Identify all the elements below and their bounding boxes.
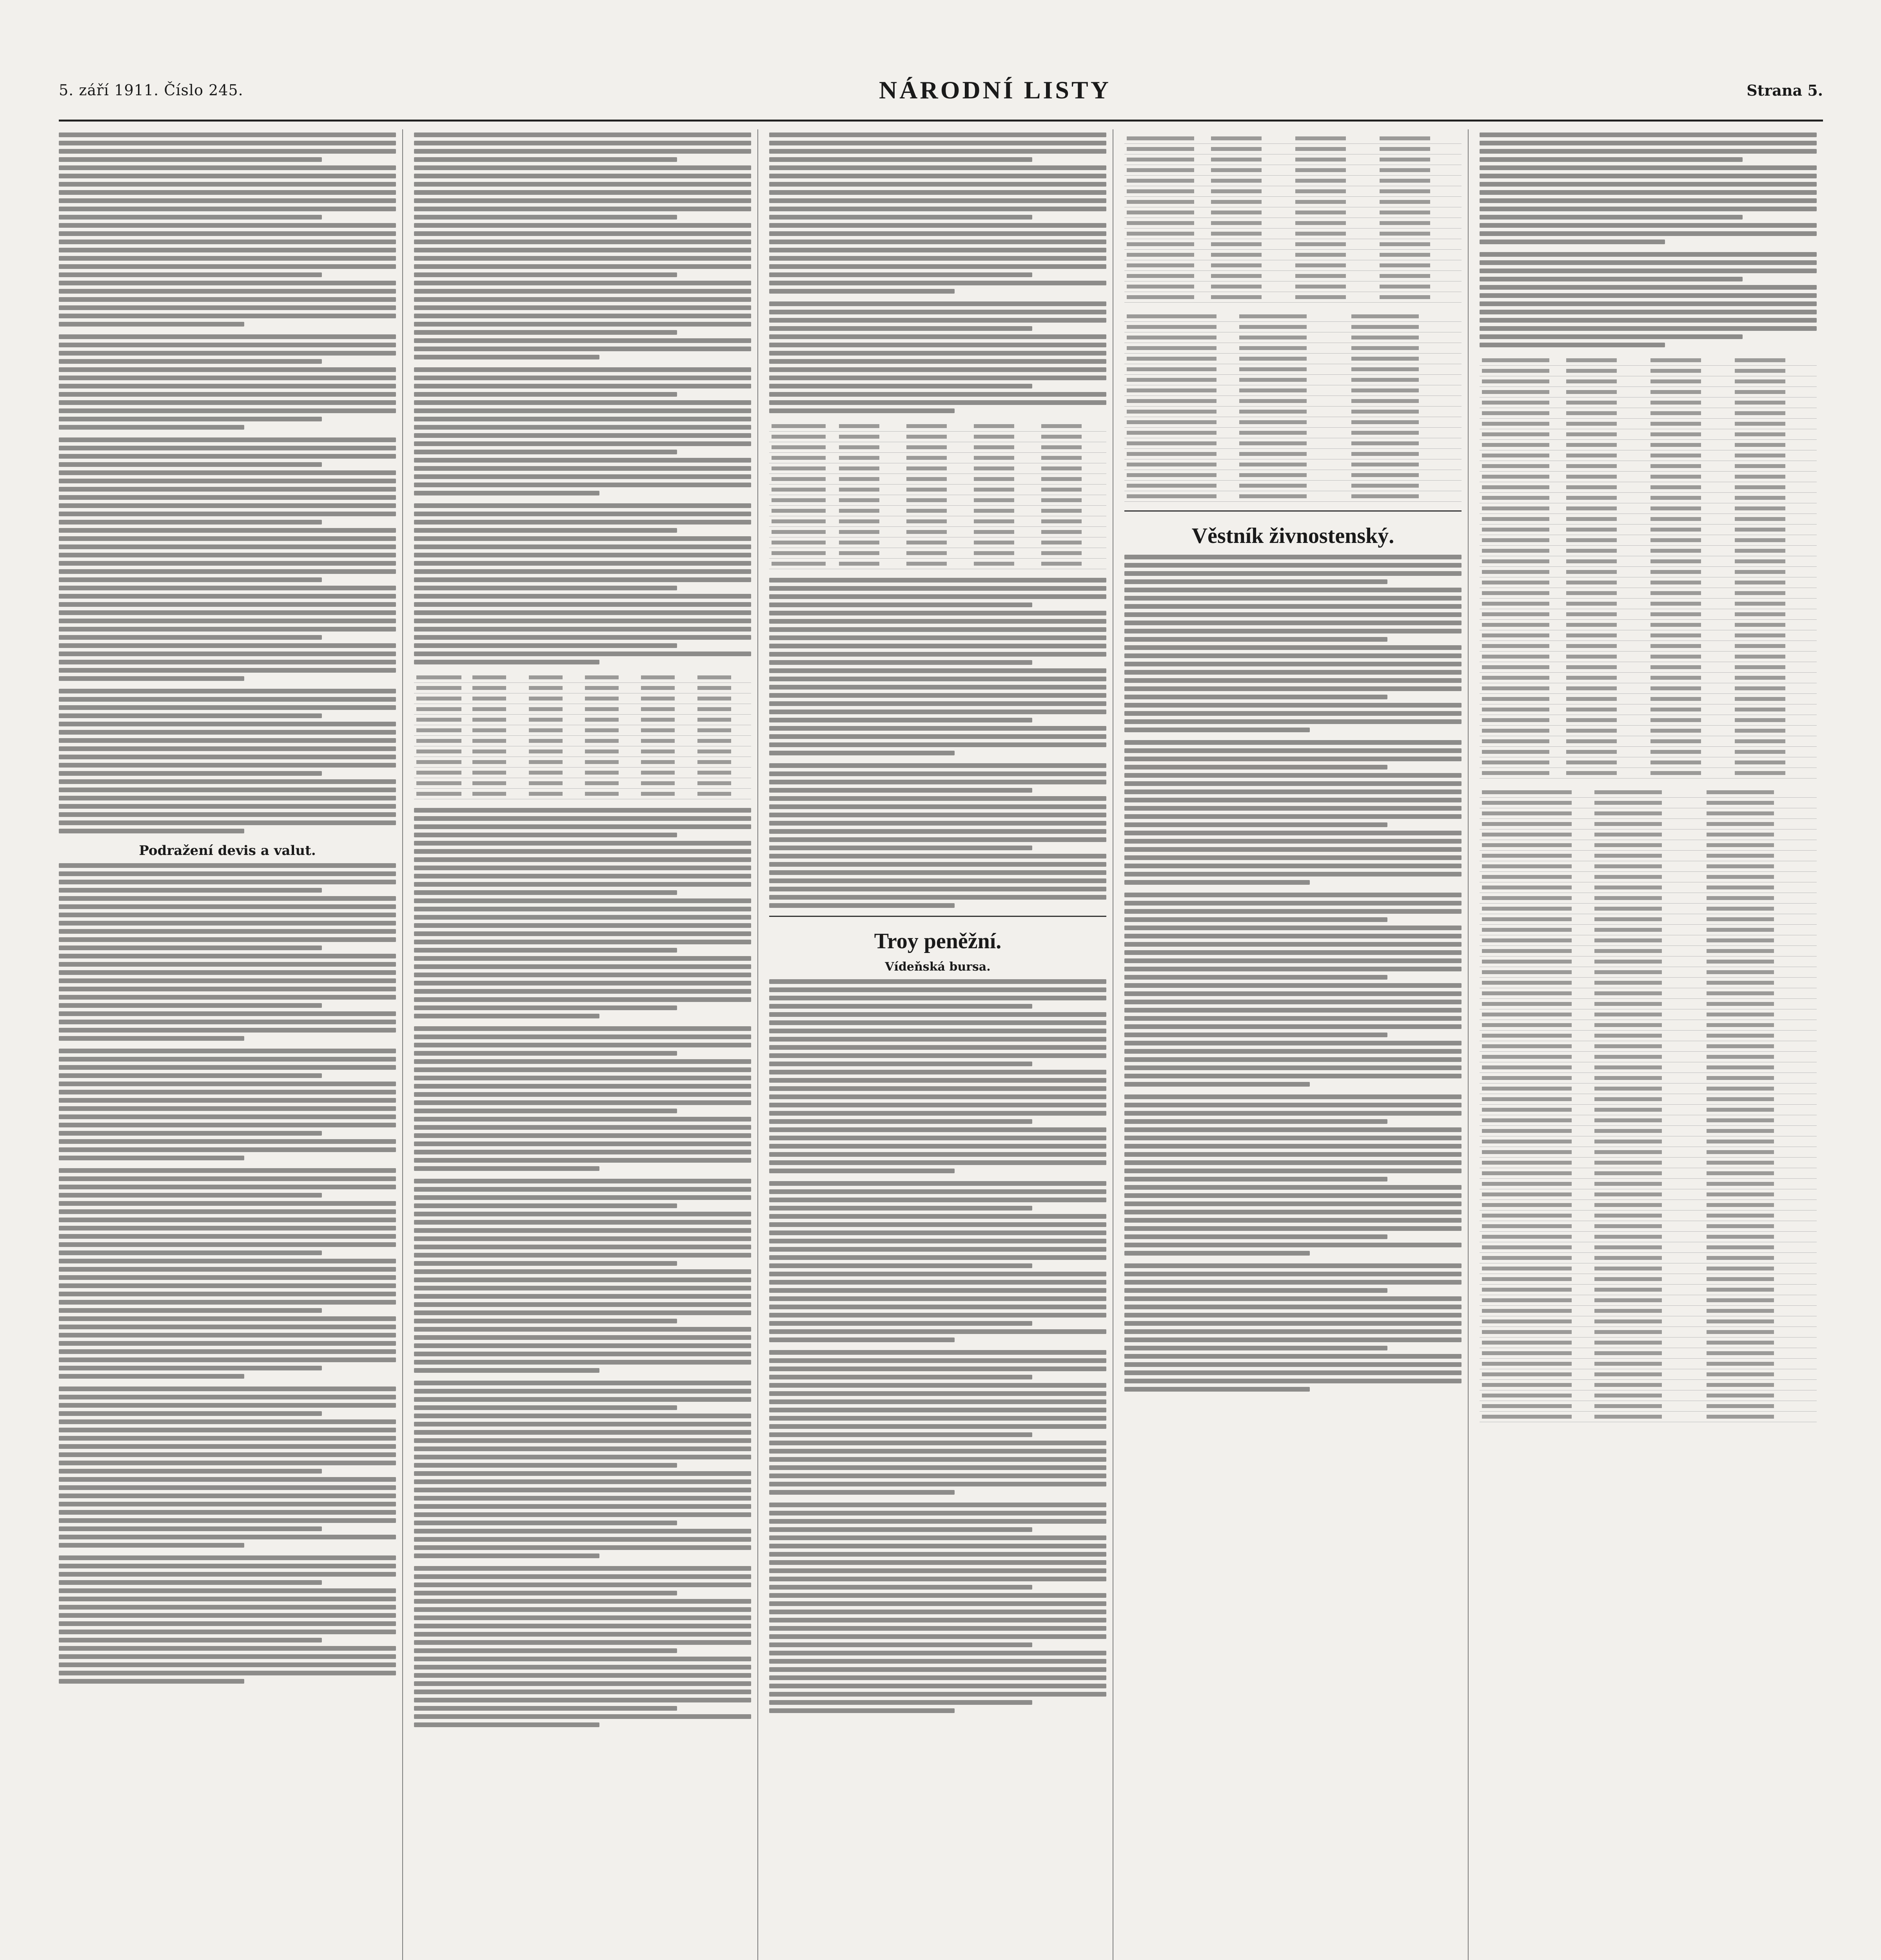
table-row (769, 506, 1106, 516)
table-row (1480, 1115, 1817, 1126)
table-row (414, 768, 751, 778)
table-row (1480, 1168, 1817, 1179)
table-row (1480, 904, 1817, 914)
table-row (414, 672, 751, 683)
table-row (1480, 819, 1817, 829)
text-paragraph (769, 763, 1106, 908)
table-row (1480, 787, 1817, 798)
table-row (1480, 1083, 1817, 1094)
text-paragraph (769, 1503, 1106, 1713)
table-row (1124, 354, 1462, 364)
table-row (1480, 1369, 1817, 1380)
table-row (1480, 1306, 1817, 1316)
table-row (1480, 620, 1817, 630)
table-row (1480, 662, 1817, 673)
table-row (1480, 1210, 1817, 1221)
table-row (1124, 229, 1462, 239)
table-row (1480, 829, 1817, 840)
table-row (1480, 925, 1817, 935)
text-paragraph (769, 301, 1106, 413)
column-4 (1124, 129, 1469, 1960)
table-row (1480, 503, 1817, 514)
text-paragraph (1124, 555, 1462, 732)
table-row (1480, 1221, 1817, 1232)
table-row (1124, 176, 1462, 186)
table-row (1480, 914, 1817, 925)
table-row (1480, 683, 1817, 694)
table-row (1480, 376, 1817, 387)
table-row (414, 778, 751, 789)
table-row (1124, 207, 1462, 218)
text-paragraph (59, 334, 396, 430)
table-row (1480, 946, 1817, 956)
page-number: Strana 5. (1747, 81, 1823, 99)
table-row (1124, 133, 1462, 144)
trade-bulletin-heading: Věstník živnostenský. (1191, 524, 1394, 548)
table-row (769, 421, 1106, 432)
section-divider (1124, 510, 1462, 512)
text-paragraph (769, 1181, 1106, 1342)
table-row (1480, 893, 1817, 904)
table-row (1124, 385, 1462, 396)
table-row (1480, 840, 1817, 851)
table-row (1480, 978, 1817, 988)
columns (59, 129, 1823, 1960)
table-row (1480, 461, 1817, 472)
text-paragraph (59, 863, 396, 1041)
table-row (1480, 1232, 1817, 1242)
table-row (1124, 165, 1462, 176)
table-row (1480, 355, 1817, 366)
table-row (1480, 988, 1817, 999)
table-row (1480, 440, 1817, 450)
text-paragraph (1124, 1263, 1462, 1392)
table-row (414, 725, 751, 736)
statistics-table (769, 421, 1106, 569)
table-row (1480, 1136, 1817, 1147)
text-paragraph (414, 503, 751, 664)
table-row (1124, 197, 1462, 207)
table-row (1480, 1009, 1817, 1020)
table-row (1480, 747, 1817, 757)
table-row (1480, 1348, 1817, 1359)
table-row (1124, 260, 1462, 271)
text-paragraph (414, 1566, 751, 1727)
text-paragraph (1480, 132, 1817, 244)
section-divider (769, 916, 1106, 917)
text-paragraph (414, 808, 751, 1018)
table-row (1480, 599, 1817, 609)
vienna-bourse-heading: Vídeňská bursa. (885, 960, 991, 974)
table-row (1480, 1242, 1817, 1253)
table-row (769, 548, 1106, 559)
table-row (1480, 1147, 1817, 1158)
table-row (1480, 967, 1817, 978)
text-paragraph (59, 437, 396, 681)
table-row (1124, 407, 1462, 417)
securities-table (1480, 787, 1817, 1422)
newspaper-page (59, 51, 1823, 1960)
table-row (414, 736, 751, 746)
text-paragraph (59, 1387, 396, 1548)
table-row (1124, 375, 1462, 385)
text-paragraph (59, 1555, 396, 1684)
table-row (769, 495, 1106, 506)
table-row (1480, 1253, 1817, 1263)
table-row (1480, 472, 1817, 482)
table-row (414, 693, 751, 704)
table-row (1480, 1295, 1817, 1306)
table-row (1480, 1020, 1817, 1031)
table-row (414, 746, 751, 757)
text-paragraph (769, 578, 1106, 755)
bank-table (1124, 133, 1462, 303)
table-row (1480, 556, 1817, 567)
issue-date-number: 5. září 1911. Číslo 245. (59, 82, 243, 99)
table-row (1480, 366, 1817, 376)
text-paragraph (414, 1381, 751, 1558)
text-paragraph (769, 132, 1106, 294)
table-row (769, 432, 1106, 442)
text-paragraph (59, 132, 396, 327)
column-3 (769, 129, 1113, 1960)
table-row (1480, 524, 1817, 535)
table-row (1480, 387, 1817, 397)
table-row (769, 485, 1106, 495)
table-row (1124, 438, 1462, 449)
price-table (414, 672, 751, 799)
table-row (1480, 630, 1817, 641)
table-row (1480, 567, 1817, 577)
table-row (1480, 1263, 1817, 1274)
table-row (1480, 1062, 1817, 1073)
table-row (1480, 872, 1817, 882)
column-5 (1480, 129, 1823, 1960)
table-row (1124, 311, 1462, 322)
table-row (1480, 1401, 1817, 1412)
masthead-rule (59, 120, 1823, 122)
table-row (1480, 588, 1817, 599)
table-row (1480, 1041, 1817, 1052)
table-row (414, 683, 751, 693)
text-paragraph (59, 1049, 396, 1160)
table-row (1124, 343, 1462, 354)
table-row (1480, 1380, 1817, 1390)
table-row (1480, 1189, 1817, 1200)
savings-table (1124, 311, 1462, 502)
table-row (414, 757, 751, 768)
table-row (1480, 999, 1817, 1009)
table-row (1124, 449, 1462, 459)
table-row (1124, 322, 1462, 332)
table-row (1480, 1274, 1817, 1285)
table-row (769, 516, 1106, 527)
table-row (1480, 429, 1817, 440)
table-row (1124, 271, 1462, 281)
masthead (59, 67, 1823, 114)
table-row (769, 559, 1106, 569)
table-row (769, 442, 1106, 453)
table-row (1480, 882, 1817, 893)
text-paragraph (1124, 1094, 1462, 1256)
table-row (1124, 364, 1462, 375)
table-row (1480, 1179, 1817, 1189)
bourse-quotes-table (1480, 355, 1817, 779)
table-row (1480, 1073, 1817, 1083)
table-row (1480, 1031, 1817, 1041)
table-row (1480, 1052, 1817, 1062)
table-row (1480, 861, 1817, 872)
table-row (1124, 281, 1462, 292)
table-row (1480, 577, 1817, 588)
table-row (769, 537, 1106, 548)
table-row (1124, 239, 1462, 250)
table-row (1480, 704, 1817, 715)
column-1 (59, 129, 403, 1960)
table-row (1480, 673, 1817, 683)
table-row (1480, 450, 1817, 461)
table-row (1480, 736, 1817, 747)
table-row (1124, 154, 1462, 165)
table-row (1480, 1338, 1817, 1348)
table-row (1124, 396, 1462, 407)
table-row (1480, 514, 1817, 524)
table-row (1124, 250, 1462, 260)
table-row (769, 463, 1106, 474)
table-row (1480, 652, 1817, 662)
table-row (1480, 546, 1817, 556)
text-paragraph (414, 1026, 751, 1171)
table-row (1480, 1158, 1817, 1168)
table-row (1124, 186, 1462, 197)
table-row (1480, 1105, 1817, 1115)
money-market-heading: Troy peněžní. (874, 929, 1002, 953)
text-paragraph (1124, 740, 1462, 885)
table-row (1480, 1390, 1817, 1401)
table-row (1480, 1359, 1817, 1369)
table-row (1480, 1316, 1817, 1327)
text-paragraph (769, 979, 1106, 1173)
table-row (769, 453, 1106, 463)
table-row (1124, 292, 1462, 303)
table-row (1480, 768, 1817, 779)
text-paragraph (1124, 893, 1462, 1087)
table-row (1124, 491, 1462, 502)
table-row (1124, 332, 1462, 343)
column-2 (414, 129, 758, 1960)
table-row (1480, 1126, 1817, 1136)
section-heading: Podražení devis a valut. (139, 843, 316, 858)
table-row (1480, 641, 1817, 652)
text-paragraph (59, 1168, 396, 1379)
table-row (1480, 808, 1817, 819)
text-paragraph (414, 367, 751, 495)
table-row (1480, 935, 1817, 946)
text-paragraph (414, 132, 751, 359)
table-row (1480, 1327, 1817, 1338)
table-row (1480, 851, 1817, 861)
table-row (1480, 726, 1817, 736)
table-row (1480, 956, 1817, 967)
text-paragraph (769, 1350, 1106, 1495)
newspaper-title: NÁRODNÍ LISTY (879, 76, 1111, 104)
table-row (1124, 417, 1462, 428)
table-row (1124, 144, 1462, 154)
table-row (414, 715, 751, 725)
text-paragraph (1480, 252, 1817, 347)
table-row (1480, 694, 1817, 704)
text-paragraph (59, 689, 396, 833)
table-row (1480, 397, 1817, 408)
table-row (1480, 482, 1817, 493)
table-row (1124, 459, 1462, 470)
text-paragraph (414, 1179, 751, 1373)
table-row (1480, 609, 1817, 620)
table-row (1480, 1285, 1817, 1295)
table-row (1124, 218, 1462, 229)
table-row (1124, 470, 1462, 481)
table-row (1480, 757, 1817, 768)
table-row (1480, 715, 1817, 726)
table-row (1480, 1200, 1817, 1210)
table-row (414, 789, 751, 799)
table-row (1480, 1094, 1817, 1105)
table-row (1480, 1412, 1817, 1422)
table-row (769, 527, 1106, 537)
table-row (1480, 798, 1817, 808)
table-row (1480, 408, 1817, 419)
table-row (1480, 535, 1817, 546)
table-row (1124, 428, 1462, 438)
table-row (1480, 419, 1817, 429)
table-row (414, 704, 751, 715)
table-row (1124, 481, 1462, 491)
table-row (769, 474, 1106, 485)
table-row (1480, 493, 1817, 503)
